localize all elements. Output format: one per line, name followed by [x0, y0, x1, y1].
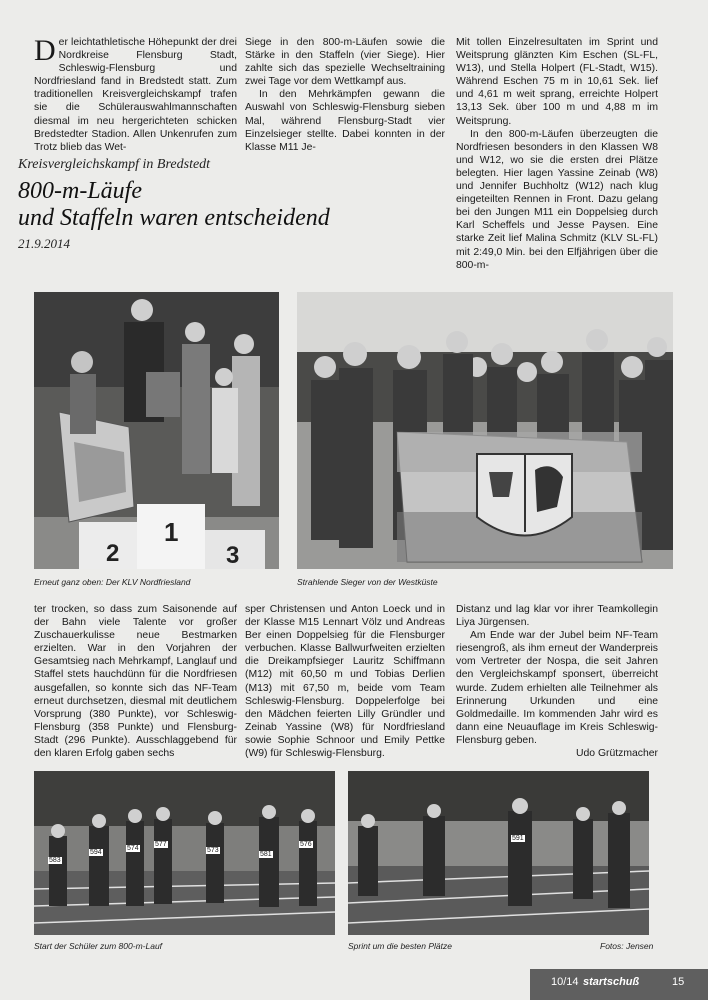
paragraph: Am Ende war der Jubel beim NF-Team riesengroß, als ihm erneut der Wanderpreis vom Vertreter der Nospa, die seit Jahren den Vergleichskampf sponsert, überreicht wurde. Zudem erhielten alle Teilnehmer als Erinnerung Urkunden und eine Goldmedaille. Im kommenden Jahr wird es dann eine Neuauflage im Kreis Schleswig-Flensburg geben.	[456, 630, 658, 746]
bib-number: 577	[155, 841, 167, 848]
start-photo	[34, 771, 335, 935]
paragraph: Distanz und lag klar vor ihrer Teamkollegin Liya Jürgensen.	[456, 604, 658, 629]
podium-photo	[34, 292, 279, 569]
headline	[18, 178, 438, 232]
start-caption: Start der Schüler zum 800-m-Lauf	[34, 941, 163, 951]
podium-number-3: 3	[226, 542, 240, 569]
photo-credit: Fotos: Jensen	[600, 941, 654, 951]
headline-line: und Staffeln waren entscheidend	[18, 205, 330, 231]
article-col2-bottom	[245, 603, 445, 760]
page-number: 15	[672, 976, 685, 988]
article-col1-top	[34, 36, 237, 154]
team-caption: Strahlende Sieger von der Westküste	[297, 577, 438, 587]
paragraph: In den Mehrkämpfen gewann die Auswahl von Schleswig-Flensburg sieben Mal, während Flensburg-Stadt vier Einzelsieger stellte. Dabei konnten in der Klasse M11 Je-	[245, 89, 445, 153]
start-photo-illustration	[34, 771, 335, 935]
bib-number: 581	[260, 851, 272, 858]
team-photo-illustration	[297, 292, 673, 569]
sprint-caption: Sprint um die besten Plätze	[348, 941, 452, 951]
dateline: 21.9.2014	[18, 236, 70, 251]
sprint-photo-illustration	[348, 771, 649, 935]
bib-number: 574	[127, 845, 139, 852]
article-col2-top	[245, 36, 445, 154]
article-col3-bottom	[456, 603, 658, 760]
paragraph: Mit tollen Einzelresultaten im Sprint und Weitsprung glänzten Kim Eschen (SL-FL, W13), und Stella Holpert (FL-Stadt, W15). Während Eschen 75 m in 10,61 Sek. lief und 4,61 m weit sprang, erreichte Holpert 13,13 Sek. über 100 m und 4,88 m im Weitsprung.	[456, 37, 658, 127]
headline-line: 800-m-Läufe	[18, 178, 142, 204]
sprint-photo	[348, 771, 649, 935]
paragraph: sper Christensen und Anton Loeck und in der Klasse M15 Lennart Völz und Andreas Ber einen Doppelsieg für die Flensburger verbuchen. Klasse Ballwurfweiten erzielten die Dreikampfsieger Lauritz Schiffmann (M12) mit 60,50 m und Tobias Derlien (M13) mit 67,50 m, beide vom Team Schleswig-Flensburg. Doppelerfolge bei den Mädchen feierten Lilly Gründler und Zeinab Yassine (W8) für Nordfriesland sowie Sophie Schnoor und Emily Pettke (W9) für Schleswig-Flensburg.	[245, 604, 445, 760]
issue-number: 10/14	[551, 976, 579, 988]
paragraph: ter trocken, so dass zum Saisonende auf der Bahn viele Talente vor großer Zuschauerkulisse neue Bestmarken erzielten. War in den Vorjahren der Gesamtsieg nach Mehrkampf, Langlauf und Staffel stets hauchdünn für die Nordfriesen ausgefallen, so konnte sich das NF-Team erneut durchsetzen, diesmal mit deutlichem Vorsprung (380 Punkte), vor Schleswig-Flensburg (358 Punkte) und Flensburg-Stadt (296 Punkte). Ausschlaggebend für den klaren Erfolg gaben sechs	[34, 604, 237, 760]
bib-number: 576	[300, 841, 312, 848]
paragraph: In den 800-m-Läufen überzeugten die Nordfriesen besonders in den Klassen W8 und W12, wo sie die ersten drei Plätze belegten. Hier lagen Yassine Zeinab (W8) und Jennifer Buchholtz (W12) nach klug eingeteilten Rennen in Front. Dazu gelang bei den Jungen M11 ein Doppelsieg durch Karl Scheffels und Jesse Paysen. Eine starke Zeit lief Malina Schmitz (KLV SL-FL) mit 2:49,0 Min. bei den Elfjährigen über die 800-m-	[456, 128, 658, 271]
podium-caption: Erneut ganz oben: Der KLV Nordfriesland	[34, 577, 191, 587]
author: Udo Grützmacher	[576, 748, 658, 760]
bib-number: 591	[512, 835, 524, 842]
podium-number-2: 2	[106, 540, 120, 567]
kicker: Kreisvergleichskampf in Bredstedt	[18, 157, 211, 172]
article-col3-top	[456, 36, 658, 272]
bib-number: 573	[207, 847, 219, 854]
intro-text: er leichtathletische Höhepunkt der drei Nordkreise Flensburg Stadt, Schleswig-Flensburg und Nordfriesland fand in Bredstedt statt. Zum traditionellen Kreisvergleichskampf trafen sie die Schülerauswahlmannschaften diesmal im neu hergerichteten schicken Bredstedter Stadion. Allen Unkenrufen zum Trotz blieb das Wet-	[34, 37, 237, 153]
magazine-name: startschuß	[583, 976, 640, 988]
bib-number: 594	[90, 849, 102, 856]
article-col1-bottom	[34, 603, 237, 760]
drop-cap: D	[34, 34, 56, 67]
podium-photo-illustration	[34, 292, 279, 569]
paragraph: Siege in den 800-m-Läufen sowie die Stärke in den Staffeln (vier Siege). Hier zahlte sich das spezielle Wechseltraining zwei Tage vor dem Wettkampf aus.	[245, 37, 445, 88]
podium-number-1: 1	[164, 517, 179, 547]
team-photo	[297, 292, 673, 569]
bib-number: 583	[49, 857, 61, 864]
